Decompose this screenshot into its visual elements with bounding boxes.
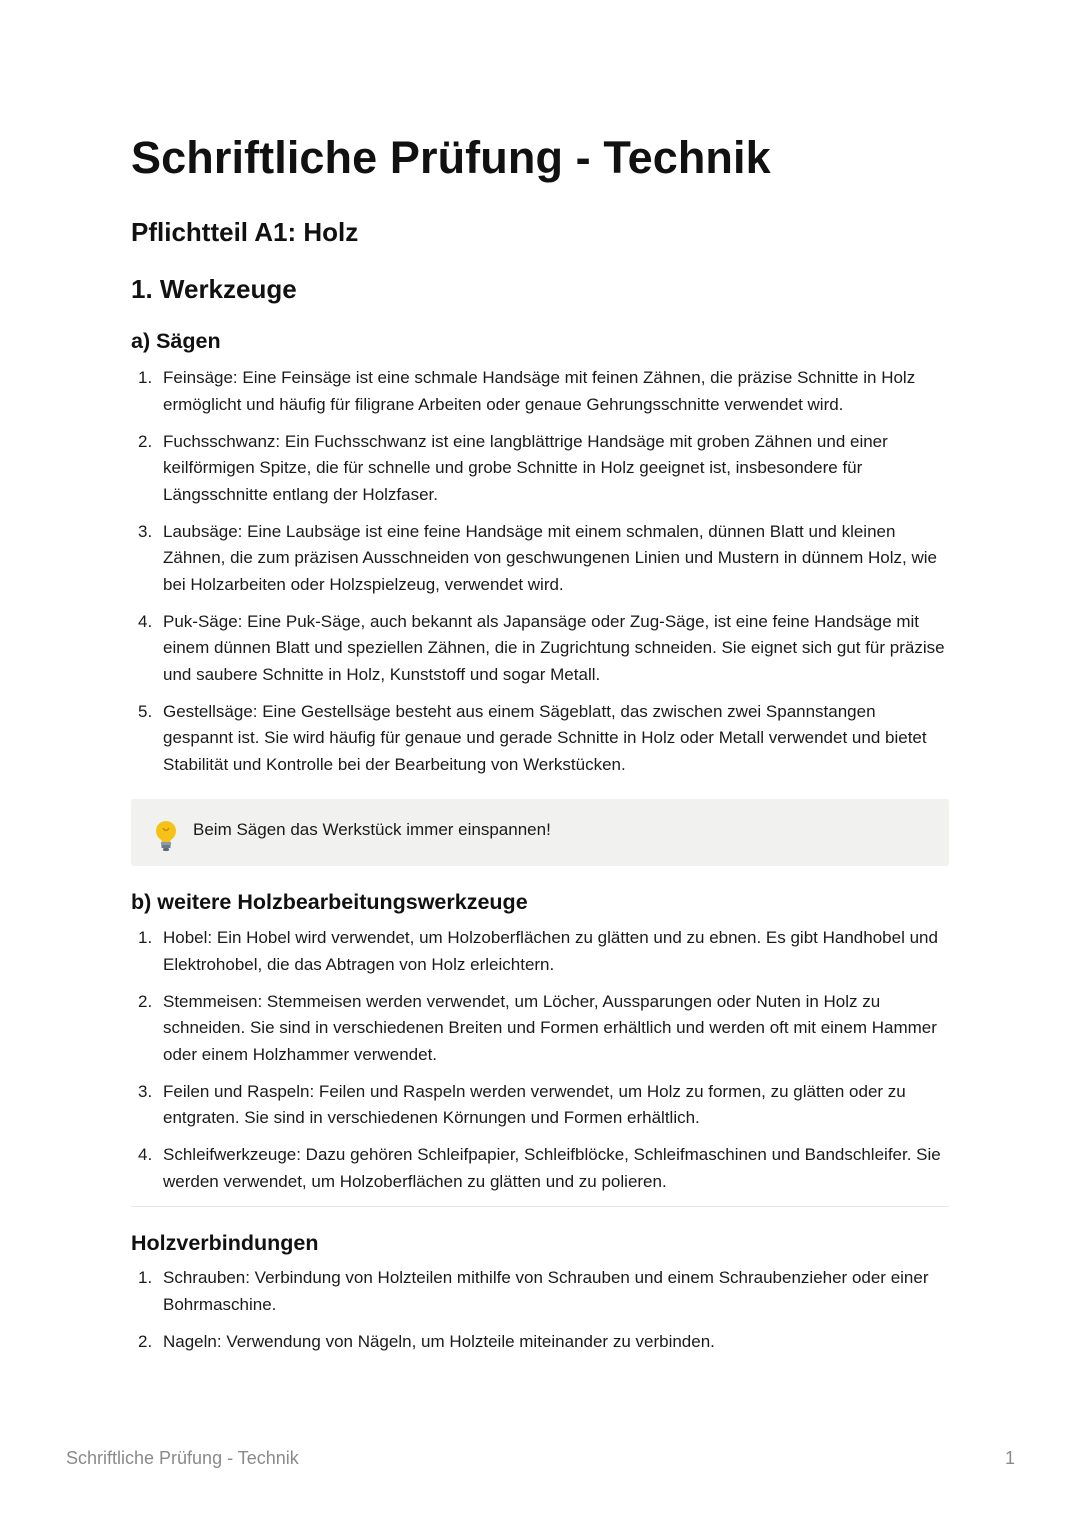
list-item: 4. Schleifwerkzeuge: Dazu gehören Schleifpapier, Schleifblöcke, Schleifmaschinen und Bandschleifer. Sie werden verwendet, um Holzoberflächen zu glätten und zu polieren. (138, 1145, 941, 1191)
saws-list (131, 365, 949, 789)
list-item: 2. Fuchsschwanz: Ein Fuchsschwanz ist eine langblättrige Handsäge mit groben Zähnen und einer keilförmigen Spitze, die für schnelle und grobe Schnitte in Holz geeignet ist, insbesondere für Längsschnitte entlang der Holzfaser. (138, 431, 888, 504)
part-heading: Pflichtteil A1: Holz (131, 217, 359, 247)
joints-list (131, 1265, 949, 1366)
list-item: 4. Puk-Säge: Eine Puk-Säge, auch bekannt als Japansäge oder Zug-Säge, ist eine feine Handsäge mit einem dünnen Blatt und speziellen Zähnen, die in Zugrichtung schneiden. Sie eignet sich gut für präzise und saubere Schnitte in Holz, Kunststoff und sogar Metall. (138, 611, 945, 684)
list-item: 1. Schrauben: Verbindung von Holzteilen mithilfe von Schrauben und einem Schraubenzieher oder einer Bohrmaschine. (138, 1268, 929, 1314)
page-number: 1 (1004, 1448, 1015, 1468)
list-item: 3. Feilen und Raspeln: Feilen und Raspeln werden verwendet, um Holz zu formen, zu glätten oder zu entgraten. Sie sind in verschiedenen Körnungen und Formen erhältlich. (138, 1081, 906, 1127)
joints-heading: Holzverbindungen (131, 1231, 319, 1255)
list-item: 1. Feinsäge: Eine Feinsäge ist eine schmale Handsäge mit feinen Zähnen, die präzise Schnitte in Holz ermöglicht und häufig für filigrane Arbeiten oder genaue Gehrungsschnitte verwendet wird. (138, 368, 916, 414)
list-item: 3. Laubsäge: Eine Laubsäge ist eine feine Handsäge mit einem schmalen, dünnen Blatt und kleinen Zähnen, die zum präzisen Ausschneiden von geschwungenen Linien und Mustern in dünnem Holz, wie bei Holzarbeiten oder Holzspielzeug, verwendet wird. (138, 521, 937, 594)
lightbulb-icon (151, 819, 181, 853)
page-title: Schriftliche Prüfung - Technik (131, 132, 771, 183)
list-item: 2. Nageln: Verwendung von Nägeln, um Holzteile miteinander zu verbinden. (138, 1331, 715, 1351)
saws-heading: a) Sägen (131, 329, 221, 353)
divider (131, 1206, 949, 1207)
list-item: 1. Hobel: Ein Hobel wird verwendet, um Holzoberflächen zu glätten und zu ebnen. Es gibt Handhobel und Elektrohobel, die das Abtragen von Holz erleichtern. (138, 928, 938, 974)
footer-title: Schriftliche Prüfung - Technik (66, 1448, 299, 1468)
section-heading: 1. Werkzeuge (131, 274, 297, 304)
tools-heading: b) weitere Holzbearbeitungswerkzeuge (131, 890, 528, 914)
list-item: 2. Stemmeisen: Stemmeisen werden verwendet, um Löcher, Aussparungen oder Nuten in Holz zu schneiden. Sie sind in verschiedenen Breiten und Formen erhältlich und werden oft mit einem Hammer oder einem Holzhammer verwendet. (138, 991, 937, 1064)
tools-list (131, 925, 949, 1206)
callout-text: Beim Sägen das Werkstück immer einspannen! (193, 820, 551, 839)
tip-callout (131, 799, 949, 866)
list-item: 5. Gestellsäge: Eine Gestellsäge besteht aus einem Sägeblatt, das zwischen zwei Spannstangen gespannt ist. Sie wird häufig für genaue und gerade Schnitte in Holz oder Metall verwendet und bietet Stabilität und Kontrolle bei der Bearbeitung von Werkstücken. (138, 701, 927, 774)
